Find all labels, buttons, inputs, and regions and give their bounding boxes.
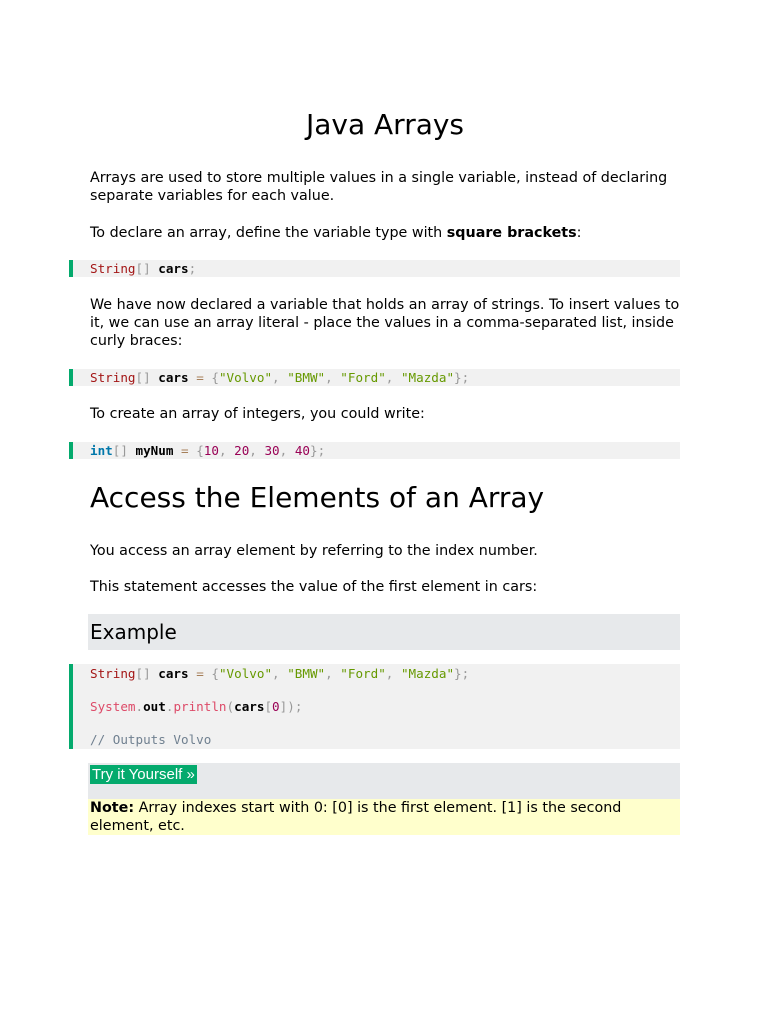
code-close-brace: }; — [309, 443, 326, 458]
code-string: "Volvo" — [218, 666, 273, 681]
section-heading: Access the Elements of an Array — [90, 481, 545, 514]
note-label: Note: — [90, 800, 135, 816]
code-arg: cars — [234, 699, 265, 714]
code-string: "Ford" — [340, 666, 386, 681]
declare-paragraph — [90, 224, 680, 242]
code-dot: . — [165, 699, 174, 714]
code-string: "Ford" — [340, 370, 386, 385]
try-it-bar — [88, 763, 680, 799]
code-open-brace: { — [211, 666, 219, 681]
code-block-declare — [69, 260, 680, 277]
page-title: Java Arrays — [305, 108, 465, 141]
example-code-comment: // Outputs Volvo — [90, 732, 212, 747]
code-assign: = — [173, 443, 197, 458]
access-paragraph: You access an array element by referring to the index number. — [90, 543, 538, 559]
code-system: System — [90, 699, 136, 714]
note-text: Array indexes start with 0: [0] is the first element. [1] is the second element, etc. — [90, 800, 622, 834]
example-title: Example — [90, 620, 177, 644]
code-type: String — [90, 666, 136, 681]
code-string: "Mazda" — [400, 370, 455, 385]
code-number: 30 — [264, 443, 280, 458]
code-close-brace: }; — [454, 666, 470, 681]
code-brackets: [] — [135, 261, 151, 276]
code-open-paren: ( — [226, 699, 235, 714]
code-number: 40 — [294, 443, 310, 458]
declare-text: To declare an array, define the variable type with — [90, 225, 447, 241]
code-open-brace: { — [211, 370, 219, 385]
example-code-line-2 — [90, 698, 302, 715]
square-brackets-emphasis: square brackets — [446, 225, 577, 241]
code-brackets: [] — [135, 370, 151, 385]
literal-paragraph: We have now declared a variable that holds an array of strings. To insert values to it, we can use an array literal - place the values in a comma-separated list, inside curly braces: — [90, 297, 680, 349]
code-var: cars — [158, 370, 189, 385]
code-string: "BMW" — [287, 370, 326, 385]
code-index: 0 — [272, 699, 280, 714]
example-header — [88, 614, 680, 650]
code-var: cars — [158, 261, 189, 276]
code-var: myNum — [135, 443, 174, 458]
code-string: "Volvo" — [218, 370, 273, 385]
example-code-line-1: String[] cars = {"Volvo", "BMW", "Ford", "Mazda"}; — [90, 666, 470, 681]
code-var: cars — [158, 666, 189, 681]
code-string: "BMW" — [287, 666, 326, 681]
code-block-integers: int[] myNum = {10, 20, 30, 40}; — [69, 442, 680, 459]
code-brackets: [] — [112, 443, 128, 458]
code-close-paren: ); — [287, 699, 303, 714]
statement-paragraph: This statement accesses the value of the first element in cars: — [90, 579, 538, 595]
try-it-yourself-button[interactable]: Try it Yourself » — [92, 766, 195, 783]
code-brackets: [] — [135, 666, 151, 681]
intro-paragraph: Arrays are used to store multiple values in a single variable, instead of declaring separate variables for each value. — [90, 170, 668, 204]
code-number: 10 — [203, 443, 219, 458]
code-lbracket: [ — [264, 699, 273, 714]
code-dot: . — [135, 699, 144, 714]
declare-suffix: : — [576, 225, 582, 241]
code-rbracket: ] — [279, 699, 288, 714]
code-assign: = — [188, 370, 212, 385]
code-assign: = — [188, 666, 212, 681]
code-string: "Mazda" — [400, 666, 455, 681]
code-type: String — [90, 370, 136, 385]
code-block-literal: String[] cars = {"Volvo", "BMW", "Ford", "Mazda"}; — [69, 369, 680, 386]
code-end: ; — [188, 261, 197, 276]
integers-paragraph: To create an array of integers, you could write: — [90, 406, 425, 422]
example-code-block — [69, 664, 680, 749]
code-type: String — [90, 261, 136, 276]
code-println: println — [173, 699, 227, 714]
code-type: int — [90, 443, 113, 458]
note-box — [88, 799, 680, 835]
code-out: out — [143, 699, 166, 714]
code-open-brace: { — [196, 443, 204, 458]
code-close-brace: }; — [454, 370, 470, 385]
code-number: 20 — [234, 443, 250, 458]
